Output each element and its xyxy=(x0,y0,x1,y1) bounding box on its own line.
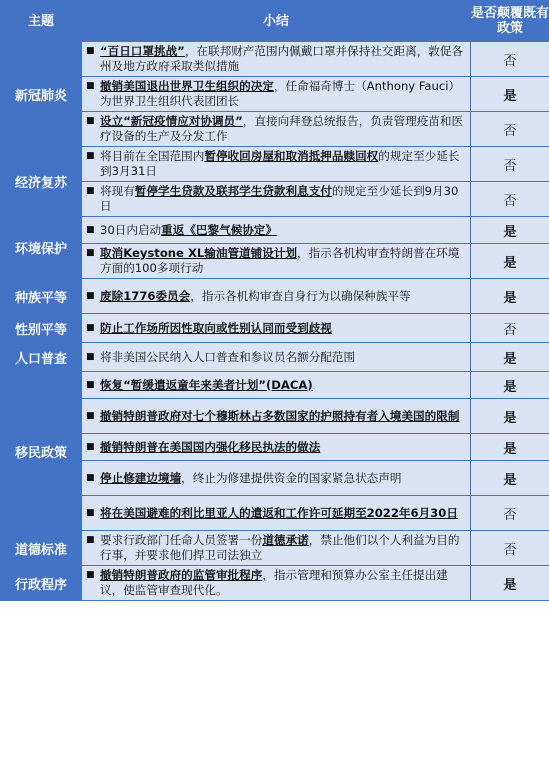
table-row xyxy=(1,112,549,147)
plain-text: 将非美国公民纳入人口普查和参议员名额分配范围 xyxy=(100,349,356,364)
summary-cell xyxy=(82,217,471,244)
summary-cell xyxy=(82,434,471,461)
summary-cell xyxy=(82,461,471,496)
summary-text xyxy=(100,44,466,74)
table-row xyxy=(1,279,549,314)
plain-text: 要求行政部门任命人员签署一份 xyxy=(100,533,263,547)
summary-text xyxy=(100,533,466,563)
bullet-icon: ■ xyxy=(86,570,95,580)
summary-cell xyxy=(82,182,471,217)
summary-cell xyxy=(82,244,471,279)
table-row xyxy=(1,399,549,434)
policy-cell: 否 xyxy=(471,531,549,566)
policy-cell: 否 xyxy=(471,182,549,217)
emphasis-text: 设立“新冠疫情应对协调员” xyxy=(100,114,243,128)
emphasis-text: 废除1776委员会 xyxy=(100,288,191,303)
table-row xyxy=(1,147,549,182)
policy-cell: 否 xyxy=(471,147,549,182)
summary-cell xyxy=(82,112,471,147)
bullet-icon: ■ xyxy=(86,290,95,301)
plain-text: 的规定至少延长到9月30日 xyxy=(100,184,459,213)
table-row xyxy=(1,461,549,496)
bullet-icon: ■ xyxy=(86,472,95,483)
bullet-icon: ■ xyxy=(86,351,95,362)
policy-cell: 是 xyxy=(471,399,549,434)
table-row xyxy=(1,496,549,531)
policy-cell: 是 xyxy=(471,372,549,399)
plain-text: 的规定至少延长到3月31日 xyxy=(100,149,460,178)
emphasis-text: 暂停收回房屋和取消抵押品赎回权 xyxy=(204,149,379,163)
bullet-icon: ■ xyxy=(86,441,95,452)
plain-text: ，直接向拜登总统报告，负责管理疫苗和医疗设备的生产及分发工作 xyxy=(100,114,464,143)
category-cell: 经济复苏 xyxy=(1,147,82,217)
table-row xyxy=(1,531,549,566)
plain-text: ，任命福奇博士（Anthony Fauci）为世界卫生组织代表团团长 xyxy=(100,79,461,108)
plain-text: ，禁止他们以个人利益为目的行事，并要求他们捍卫司法独立 xyxy=(100,533,460,562)
category-cell: 道德标准 xyxy=(1,531,82,566)
plain-text: ，终止为修建提供资金的国家紧急状态声明 xyxy=(181,470,402,485)
policy-cell: 是 xyxy=(471,434,549,461)
summary-cell xyxy=(82,566,471,601)
category-cell: 种族平等 xyxy=(1,279,82,314)
policy-cell: 是 xyxy=(471,566,549,601)
category-cell: 环境保护 xyxy=(1,217,82,279)
summary-text xyxy=(100,471,466,486)
summary-cell xyxy=(82,147,471,182)
emphasis-text: 恢复“暂缓遣返童年来美者计划”(DACA) xyxy=(100,377,313,392)
summary-cell xyxy=(82,531,471,566)
plain-text: ，在联邦财产范围内佩戴口罩并保持社交距离，敦促各州及地方政府采取类似措施 xyxy=(100,44,464,73)
emphasis-text: 防止工作场所因性取向或性别认同而受到歧视 xyxy=(100,320,332,335)
summary-text xyxy=(100,506,466,521)
table-row xyxy=(1,314,549,343)
category-cell: 行政程序 xyxy=(1,566,82,601)
summary-text xyxy=(100,289,466,304)
bullet-icon: ■ xyxy=(86,248,95,258)
bullet-icon: ■ xyxy=(86,116,95,126)
bullet-icon: ■ xyxy=(86,410,95,421)
summary-cell xyxy=(82,279,471,314)
summary-cell xyxy=(82,496,471,531)
policy-cell: 是 xyxy=(471,217,549,244)
table-row xyxy=(1,343,549,372)
emphasis-text: 撤销特朗普政府对七个穆斯林占多数国家的护照持有者入境美国的限制 xyxy=(100,408,460,423)
summary-text xyxy=(100,184,466,214)
policy-cell: 是 xyxy=(471,77,549,112)
category-cell: 移民政策 xyxy=(1,372,82,531)
summary-cell xyxy=(82,314,471,343)
policy-cell: 是 xyxy=(471,461,549,496)
header-policy: 是否颠覆既有政策 xyxy=(471,1,549,42)
policy-cell: 是 xyxy=(471,279,549,314)
emphasis-text: 暂停学生贷款及联邦学生贷款利息支付 xyxy=(134,184,332,198)
emphasis-text: 重返《巴黎气候协定》 xyxy=(161,222,278,237)
header-summary: 小结 xyxy=(82,1,471,42)
table-row xyxy=(1,244,549,279)
summary-text xyxy=(100,79,466,109)
emphasis-text: 将在美国避难的利比里亚人的遣返和工作许可延期至2022年6月30日 xyxy=(100,505,458,520)
summary-cell xyxy=(82,77,471,112)
summary-text xyxy=(100,223,466,238)
table-row xyxy=(1,372,549,399)
summary-cell xyxy=(82,399,471,434)
policy-cell: 否 xyxy=(471,496,549,531)
summary-text xyxy=(100,440,466,455)
emphasis-text: 取消Keystone XL输油管道铺设计划 xyxy=(100,246,298,260)
emphasis-text: 撤销特朗普在美国国内强化移民执法的做法 xyxy=(100,439,321,454)
bullet-icon: ■ xyxy=(86,322,95,333)
summary-cell xyxy=(82,372,471,399)
summary-text xyxy=(100,114,466,144)
policy-cell: 否 xyxy=(471,42,549,77)
plain-text: ，指示各机构审查特朗普在环境方面的100多项行动 xyxy=(100,246,460,275)
summary-text xyxy=(100,409,466,424)
plain-text: 将现有 xyxy=(100,184,135,198)
policy-cell: 是 xyxy=(471,343,549,372)
table-row xyxy=(1,217,549,244)
plain-text: 30日内启动 xyxy=(100,222,162,237)
summary-text xyxy=(100,149,466,179)
summary-cell xyxy=(82,343,471,372)
category-cell: 性别平等 xyxy=(1,314,82,343)
table-body xyxy=(1,42,549,601)
bullet-icon: ■ xyxy=(86,507,95,518)
bullet-icon: ■ xyxy=(86,46,95,56)
policy-cell: 否 xyxy=(471,314,549,343)
bullet-icon: ■ xyxy=(86,81,95,91)
table-row xyxy=(1,77,549,112)
table-row xyxy=(1,434,549,461)
emphasis-text: 道德承诺 xyxy=(262,533,309,547)
summary-text xyxy=(100,378,466,393)
emphasis-text: 撤销特朗普政府的监管审批程序 xyxy=(100,568,263,582)
summary-text xyxy=(100,568,466,598)
plain-text: ，指示各机构审查自身行为以确保种族平等 xyxy=(190,288,411,303)
bullet-icon: ■ xyxy=(86,151,95,161)
category-cell: 人口普查 xyxy=(1,343,82,372)
bullet-icon: ■ xyxy=(86,535,95,545)
emphasis-text: 撤销美国退出世界卫生组织的决定 xyxy=(100,79,274,93)
header-topic: 主题 xyxy=(1,1,82,42)
summary-text xyxy=(100,246,466,276)
policy-cell: 是 xyxy=(471,244,549,279)
summary-text xyxy=(100,321,466,336)
bullet-icon: ■ xyxy=(86,379,95,390)
category-cell: 新冠肺炎 xyxy=(1,42,82,147)
bullet-icon: ■ xyxy=(86,224,95,235)
emphasis-text: “百日口罩挑战” xyxy=(100,44,185,58)
bullet-icon: ■ xyxy=(86,186,95,196)
summary-cell xyxy=(82,42,471,77)
plain-text: 将目前在全国范围内 xyxy=(100,149,205,163)
plain-text: ，指示管理和预算办公室主任提出建议，使监管审查现代化。 xyxy=(100,568,448,597)
table-row xyxy=(1,566,549,601)
table-row xyxy=(1,182,549,217)
table-row xyxy=(1,42,549,77)
emphasis-text: 停止修建边境墙 xyxy=(100,470,182,485)
policy-cell: 否 xyxy=(471,112,549,147)
summary-text xyxy=(100,350,466,365)
